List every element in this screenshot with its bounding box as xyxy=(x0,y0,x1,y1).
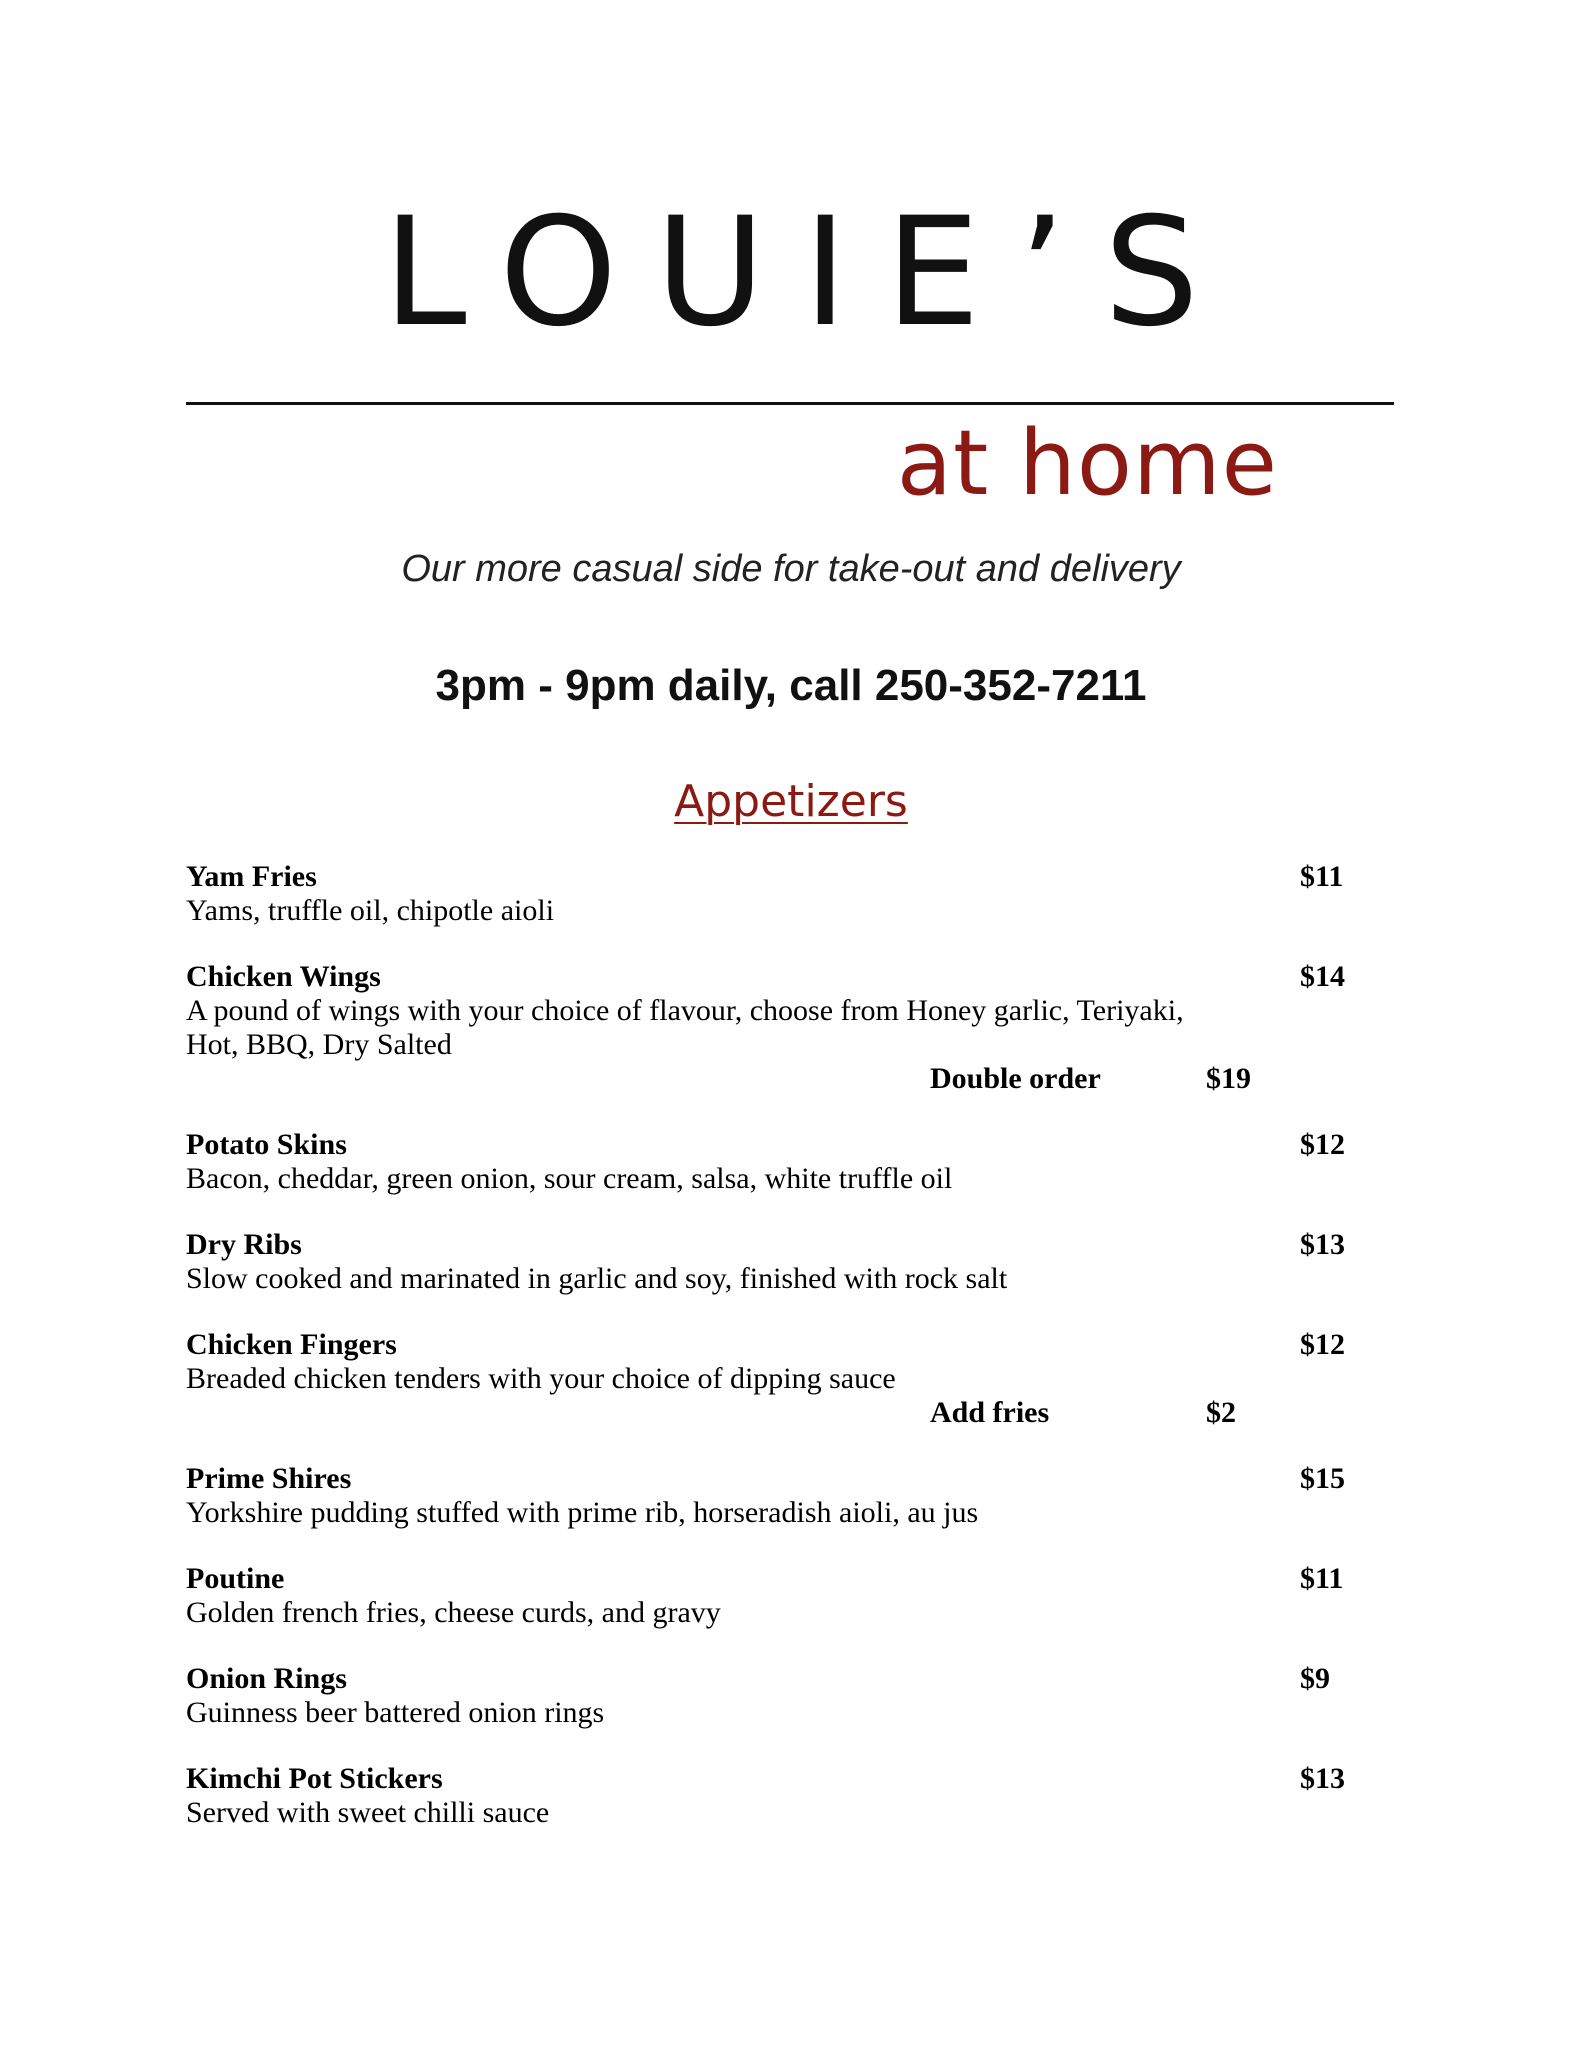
menu-item-header xyxy=(186,1328,1356,1362)
item-description: Golden french fries, cheese curds, and gravy xyxy=(186,1596,721,1629)
menu-item xyxy=(186,1762,1356,1830)
item-name: Chicken Fingers xyxy=(186,1328,397,1361)
menu-item-header xyxy=(186,1228,1356,1262)
item-description: Bacon, cheddar, green onion, sour cream, salsa, white truffle oil xyxy=(186,1162,953,1195)
item-description: Yams, truffle oil, chipotle aioli xyxy=(186,894,555,927)
menu-item xyxy=(186,1662,1356,1730)
item-price: $11 xyxy=(1300,1562,1344,1595)
item-description: Served with sweet chilli sauce xyxy=(186,1796,550,1829)
item-price: $14 xyxy=(1300,960,1345,993)
item-price: $13 xyxy=(1300,1762,1345,1795)
item-price: $11 xyxy=(1300,860,1344,893)
item-name: Prime Shires xyxy=(186,1462,352,1495)
item-option xyxy=(186,1396,1356,1430)
menu-item-header xyxy=(186,1562,1356,1596)
section-title-appetizers xyxy=(0,774,1582,830)
item-description: Slow cooked and marinated in garlic and soy, finished with rock salt xyxy=(186,1262,1008,1295)
menu-item-header xyxy=(186,1662,1356,1696)
menu-item-header xyxy=(186,860,1356,894)
menu-item-header xyxy=(186,1762,1356,1796)
option-label: Add fries xyxy=(930,1396,1050,1429)
item-description: Guinness beer battered onion rings xyxy=(186,1696,605,1729)
menu-item xyxy=(186,1128,1356,1196)
item-description: A pound of wings with your choice of flavour, choose from Honey garlic, Teriyaki, Hot, BBQ, Dry Salted xyxy=(186,994,1184,1061)
item-price: $12 xyxy=(1300,1328,1345,1361)
hours-and-phone: 3pm - 9pm daily, call 250-352-7211 xyxy=(435,661,1147,710)
menu-item-header xyxy=(186,1128,1356,1162)
option-price: $2 xyxy=(1206,1396,1236,1429)
item-name: Kimchi Pot Stickers xyxy=(186,1762,443,1795)
subbrand-at-home: at home xyxy=(896,411,1278,516)
restaurant-name: LOUIE’S xyxy=(383,186,1237,360)
section-title-text: Appetizers xyxy=(674,776,908,827)
item-name: Poutine xyxy=(186,1562,285,1595)
menu-item-header xyxy=(186,960,1356,994)
option-label: Double order xyxy=(930,1062,1101,1095)
item-description: Yorkshire pudding stuffed with prime rib, horseradish aioli, au jus xyxy=(186,1496,979,1529)
menu-item xyxy=(186,1462,1356,1530)
item-name: Dry Ribs xyxy=(186,1228,302,1261)
item-price: $15 xyxy=(1300,1462,1345,1495)
item-name: Chicken Wings xyxy=(186,960,381,993)
item-price: $13 xyxy=(1300,1228,1345,1261)
menu-item xyxy=(186,960,1356,1096)
header-divider xyxy=(186,402,1394,405)
item-name: Onion Rings xyxy=(186,1662,347,1695)
tagline: Our more casual side for take-out and delivery xyxy=(401,548,1181,590)
menu-item-header xyxy=(186,1462,1356,1496)
item-name: Potato Skins xyxy=(186,1128,347,1161)
option-price: $19 xyxy=(1206,1062,1251,1095)
item-price: $9 xyxy=(1300,1662,1330,1695)
item-description: Breaded chicken tenders with your choice of dipping sauce xyxy=(186,1362,896,1395)
item-price: $12 xyxy=(1300,1128,1345,1161)
item-name: Yam Fries xyxy=(186,860,317,893)
menu-item xyxy=(186,860,1356,928)
menu-item xyxy=(186,1328,1356,1430)
menu-item xyxy=(186,1228,1356,1296)
item-option xyxy=(186,1062,1356,1096)
menu-item xyxy=(186,1562,1356,1630)
